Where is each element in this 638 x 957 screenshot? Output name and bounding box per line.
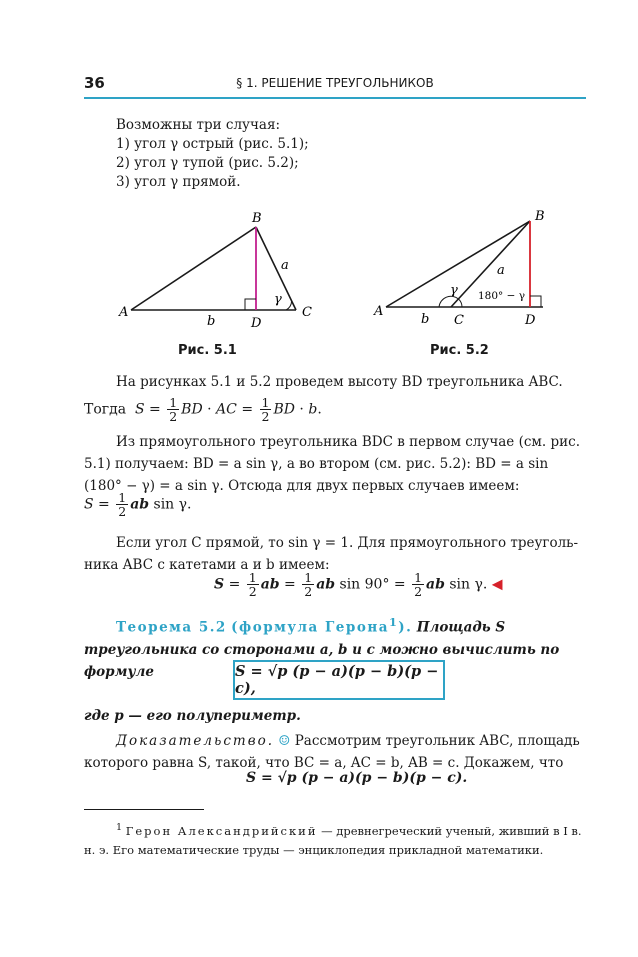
fig2-label-A: A — [374, 304, 384, 319]
fig2-label-ext-angle: 180° − γ — [478, 290, 526, 302]
formula-area-bd: Тогда S = $\frac{1}{2}$ BD · AC = $\frac{1}{2}$ BD · b. — [84, 395, 322, 424]
proof-formula: S = √p (p − a)(p − b)(p − c). — [246, 770, 468, 786]
footnote-person: Герон Александрийский — [125, 823, 318, 838]
formula-right-angle: S = $\frac{1}{2}$ ab = $\frac{1}{2}$ ab sin 90° = $\frac{1}{2}$ ab sin γ. ◀ — [214, 570, 503, 599]
page-header — [84, 68, 586, 98]
fig1-label-A: A — [119, 305, 129, 320]
caption-fig-5-1: Рис. 5.1 — [178, 343, 237, 358]
semiperimeter-note: где p — его полупериметр. — [84, 708, 301, 724]
fig1-label-gamma: γ — [274, 292, 282, 307]
proof-label: Доказательство. — [116, 733, 274, 749]
heron-formula: S = √p (p − a)(p − b)(p − c), — [235, 663, 439, 697]
fraction-half: $\frac{1}{2}$ — [304, 570, 313, 599]
paragraph-altitude: На рисунках 5.1 и 5.2 проведем высоту BD треугольника ABC. — [116, 374, 563, 390]
footnote-ref: 1 — [388, 615, 399, 629]
formula-area-absin: S = $\frac{1}{2}$ ab sin γ. — [84, 490, 192, 519]
figure-5-2 — [373, 209, 545, 328]
theorem-text: Площадь S треугольника со сторонами a, b и c можно вычислить по формуле — [84, 619, 560, 680]
footnote-mark: 1 — [116, 822, 123, 833]
fraction-half: $\frac{1}{2}$ — [169, 395, 178, 424]
proof-icon: ☺ — [278, 733, 291, 749]
header-rule — [84, 97, 586, 99]
heron-formula-box — [233, 660, 445, 700]
paragraph-right-triangle: Из прямоугольного треугольника BDC в первом случае (см. рис. 5.1) получаем: BD = a sin γ, а во втором (см. рис. 5.2): BD = a sin (180° − γ) = a sin γ. Отсюда для двух первых случаев имеем: — [84, 434, 580, 494]
fig1-label-D: D — [251, 316, 262, 331]
fig2-label-b: b — [421, 312, 430, 327]
fig2-label-C: C — [454, 313, 464, 328]
figure-5-1 — [118, 211, 312, 331]
fig1-label-a: a — [281, 258, 289, 273]
end-of-proof-marker: ◀ — [491, 576, 503, 593]
paragraph-right-angle: Если угол C прямой, то sin γ = 1. Для прямоугольного треугольника ABC с катетами a и b имеем: — [84, 535, 579, 573]
fraction-half: $\frac{1}{2}$ — [118, 490, 127, 519]
theorem-after — [84, 705, 586, 727]
fig2-label-D: D — [525, 313, 536, 328]
theorem-name-close: ). — [398, 619, 413, 636]
footnote — [84, 818, 586, 860]
proof-text: Рассмотрим треугольник ABC, площадь которого равна S, такой, что BC = a, AC = b, AB = c. Докажем, что — [84, 733, 580, 771]
fig2-label-a: a — [497, 263, 505, 278]
proof-paragraph — [84, 730, 586, 774]
fig2-label-B: B — [535, 209, 545, 224]
case-3: 3) угол γ прямой. — [116, 174, 241, 190]
case-2: 2) угол γ тупой (рис. 5.2); — [116, 155, 299, 171]
cases-list — [84, 116, 618, 192]
fig2-label-gamma: γ — [450, 283, 458, 298]
case-1: 1) угол γ острый (рис. 5.1); — [116, 136, 309, 152]
figures — [84, 200, 586, 360]
fraction-half: $\frac{1}{2}$ — [261, 395, 270, 424]
caption-fig-5-2: Рис. 5.2 — [430, 343, 489, 358]
cases-lead: Возможны три случая: — [116, 117, 281, 133]
tогда-label: Тогда — [84, 401, 127, 418]
fraction-half: $\frac{1}{2}$ — [248, 570, 257, 599]
section-title: § 1. РЕШЕНИЕ ТРЕУГОЛЬНИКОВ — [236, 76, 434, 90]
fraction-half: $\frac{1}{2}$ — [414, 570, 423, 599]
footnote-text: — древнегреческий ученый, живший в I в. н. э. Его математические труды — энциклопедия прикладной математики. — [84, 823, 582, 857]
theorem-name: (формула Герона — [231, 619, 389, 636]
fig1-label-b: b — [207, 314, 216, 329]
theorem-label: Теорема 5.2 — [116, 619, 227, 636]
fig1-label-C: C — [302, 305, 312, 320]
fig1-label-B: B — [252, 211, 262, 226]
footnote-rule — [84, 809, 204, 810]
page-number: 36 — [84, 74, 105, 92]
